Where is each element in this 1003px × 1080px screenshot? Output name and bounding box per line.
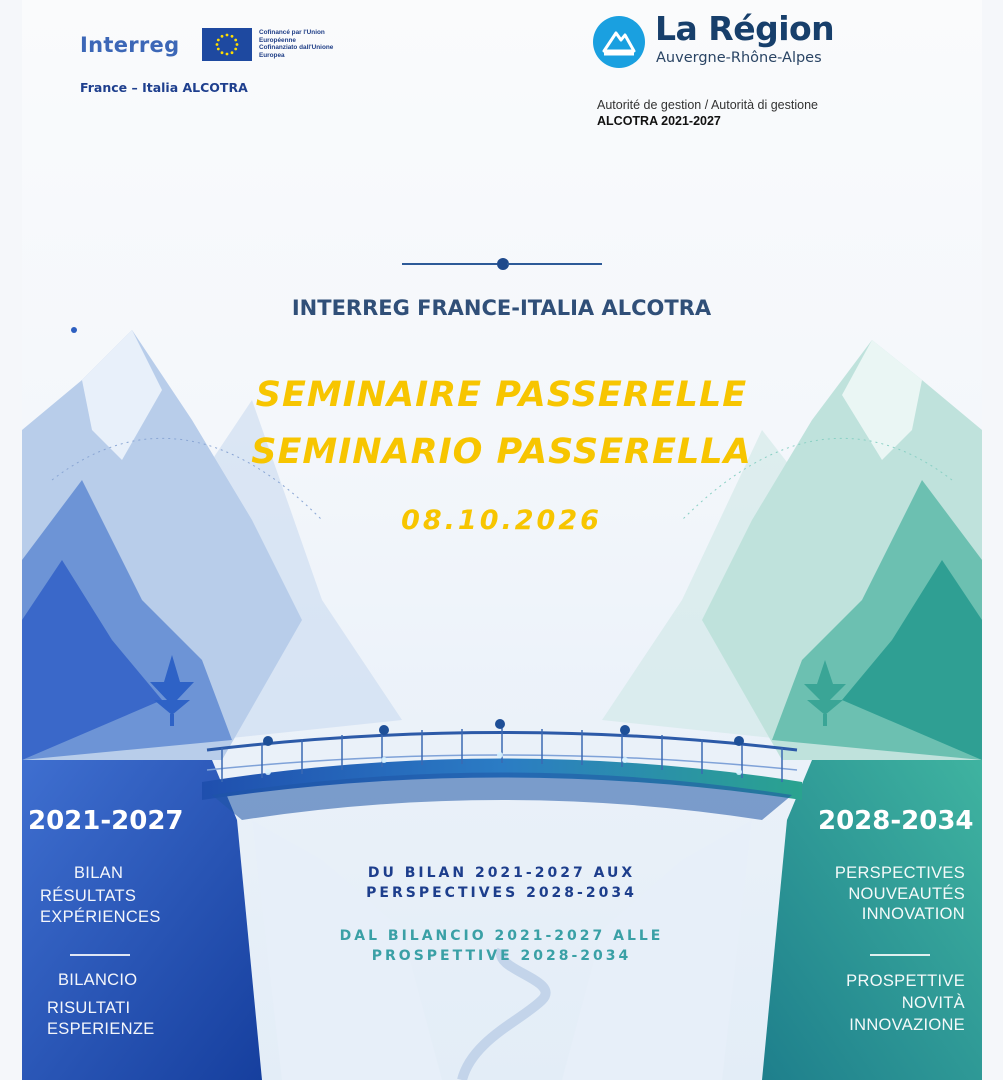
region-subtitle: Auvergne-Rhône-Alpes	[656, 50, 822, 66]
center-it-line-2: PROSPETTIVE 2028-2034	[371, 948, 632, 964]
center-it-line-1: DAL BILANCIO 2021-2027 ALLE	[339, 928, 664, 944]
mountain-bridge-illustration	[22, 0, 982, 1080]
program-line: France – Italia ALCOTRA	[80, 80, 248, 95]
event-date: 08.10.2026	[401, 505, 602, 536]
eu-cofinance-it: Cofinanziato dall'Unione Europea	[259, 44, 334, 59]
right-it-item-3: INNOVAZIONE	[849, 1016, 965, 1034]
right-fr-item-3: INNOVATION	[861, 905, 965, 923]
seminar-title-it: SEMINARIO PASSERELLA	[251, 432, 752, 472]
right-fr-item-2: NOUVEAUTÉS	[848, 885, 965, 903]
region-mountain-logo	[593, 16, 645, 68]
left-fr-item-3: EXPÉRIENCES	[40, 908, 161, 926]
program-title: INTERREG FRANCE-ITALIA ALCOTRA	[291, 296, 712, 320]
left-it-item-2: RISULTATI	[47, 999, 131, 1017]
eu-flag-icon	[202, 28, 252, 61]
managing-authority-period: ALCOTRA 2021-2027	[597, 114, 721, 128]
seminar-title-fr: SEMINAIRE PASSERELLE	[255, 375, 748, 415]
center-subtitle-it	[0, 926, 1003, 966]
region-name: La Région	[655, 9, 835, 48]
left-period: 2021-2027	[28, 806, 184, 836]
left-it-item-1: BILANCIO	[58, 971, 138, 989]
poster-canvas	[22, 0, 982, 1080]
eu-cofinance-text	[259, 29, 334, 59]
center-fr-line-2: PERSPECTIVES 2028-2034	[366, 885, 637, 901]
center-fr-line-1: DU BILAN 2021-2027 AUX	[367, 865, 636, 881]
right-fr-item-1: PERSPECTIVES	[834, 864, 965, 882]
title-divider-right	[507, 263, 602, 265]
left-fr-item-2: RÉSULTATS	[40, 887, 137, 905]
right-it-item-2: NOVITÀ	[901, 994, 965, 1012]
center-subtitle-fr	[0, 863, 1003, 903]
managing-authority: Autorité de gestion / Autorità di gestione	[597, 98, 818, 112]
left-it-item-3: ESPERIENZE	[47, 1020, 155, 1038]
eu-cofinance-fr: Cofinancé par l'Union Européenne	[259, 29, 325, 44]
left-fr-item-1: BILAN	[74, 864, 124, 882]
right-it-item-1: PROSPETTIVE	[846, 972, 965, 990]
title-divider-left	[402, 263, 497, 265]
right-period: 2028-2034	[818, 806, 974, 836]
interreg-logo-text: Interreg	[80, 33, 180, 57]
